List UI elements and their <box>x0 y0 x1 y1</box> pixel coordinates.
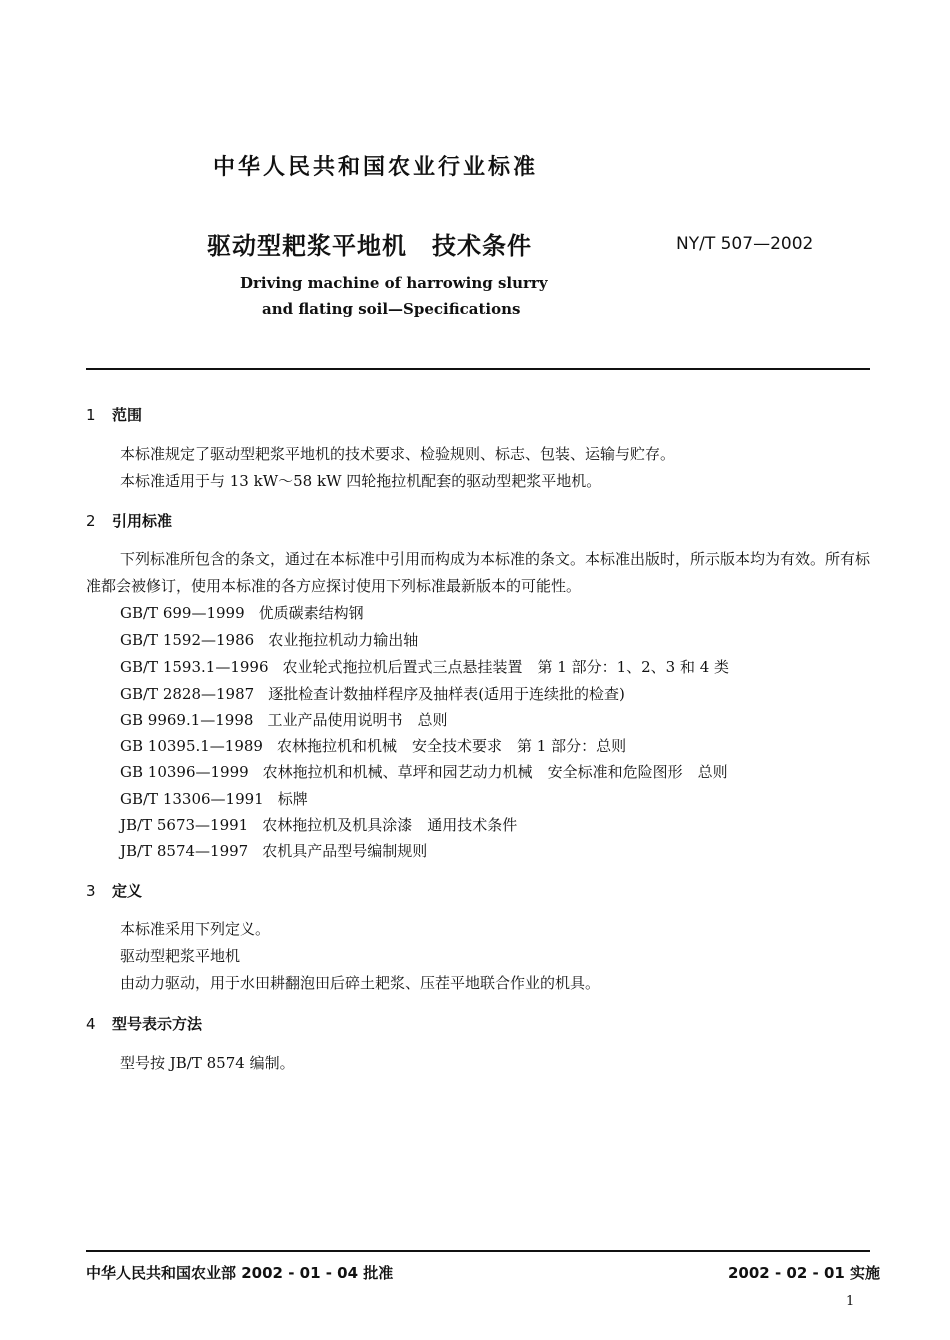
reference-name: 农机具产品型号编制规则 <box>262 842 428 860</box>
section-title: 引用标准 <box>112 512 173 530</box>
reference-name: 农林拖拉机和机械、草坪和园艺动力机械 安全标准和危险图形 总则 <box>262 763 728 781</box>
reference-code: GB/T 1592—1986 <box>120 631 255 649</box>
page-number: 1 <box>846 1294 855 1309</box>
approval-statement: 中华人民共和国农业部 2002 - 01 - 04 批准 <box>86 1264 394 1282</box>
reference-name: 农业拖拉机动力输出轴 <box>268 631 419 649</box>
english-title-line-2: and flating soil—Specifications <box>262 300 521 318</box>
section-1-heading <box>86 404 142 425</box>
reference-code: GB 9969.1—1998 <box>120 711 254 729</box>
reference-item <box>120 656 729 677</box>
term-name: 驱动型耙浆平地机 <box>120 947 241 965</box>
reference-item <box>120 629 418 650</box>
reference-name: 标牌 <box>277 790 308 808</box>
industry-standard-heading: 中华人民共和国农业行业标准 <box>213 155 539 180</box>
section-2-intro: 下列标准所包含的条文，通过在本标准中引用而构成为本标准的条文。本标准出版时，所示版本均为有效。所有标准都会被修订，使用本标准的各方应探讨使用下列标准最新版本的可能性。 <box>86 550 871 595</box>
reference-name: 农林拖拉机及机具涂漆 通用技术条件 <box>262 816 518 834</box>
reference-code: GB 10396—1999 <box>120 763 249 781</box>
reference-code: JB/T 5673—1991 <box>120 816 249 834</box>
reference-name: 工业产品使用说明书 总则 <box>267 711 448 729</box>
standard-code: NY/T 507—2002 <box>676 234 814 254</box>
reference-item <box>120 683 625 704</box>
reference-code: GB 10395.1—1989 <box>120 737 263 755</box>
reference-item <box>120 761 728 782</box>
footer-divider <box>86 1250 870 1252</box>
paragraph-line: 本标准采用下列定义。 <box>120 920 271 938</box>
section-title: 定义 <box>112 882 143 900</box>
section-2-heading <box>86 510 172 531</box>
reference-code: GB/T 2828—1987 <box>120 685 255 703</box>
reference-code: GB/T 13306—1991 <box>120 790 264 808</box>
term-definition: 由动力驱动，用于水田耕翻泡田后碎土耙浆、压茬平地联合作业的机具。 <box>120 974 601 992</box>
reference-code: GB/T 699—1999 <box>120 604 245 622</box>
section-3-heading <box>86 880 142 901</box>
section-title: 型号表示方法 <box>112 1015 203 1033</box>
implementation-date: 2002 - 02 - 01 实施 <box>728 1264 881 1282</box>
reference-item <box>120 788 308 809</box>
reference-name: 优质碳素结构钢 <box>258 604 364 622</box>
reference-item <box>120 840 427 861</box>
reference-name: 逐批检查计数抽样程序及抽样表(适用于连续批的检查) <box>268 685 625 703</box>
reference-item <box>120 735 626 756</box>
section-number: 4 <box>86 1015 96 1033</box>
reference-item <box>120 709 447 730</box>
section-number: 2 <box>86 512 96 530</box>
reference-name: 农业轮式拖拉机后置式三点悬挂装置 第 1 部分：1、2、3 和 4 类 <box>282 658 730 676</box>
english-title-line-1: Driving machine of harrowing slurry <box>240 274 548 292</box>
reference-code: JB/T 8574—1997 <box>120 842 249 860</box>
standard-title: 驱动型耙浆平地机 技术条件 <box>207 232 532 260</box>
section-title: 范围 <box>112 406 143 424</box>
header-divider <box>86 368 870 370</box>
paragraph-line: 本标准适用于与 13 kW～58 kW 四轮拖拉机配套的驱动型耙浆平地机。 <box>120 472 602 490</box>
paragraph-line: 型号按 JB/T 8574 编制。 <box>120 1054 295 1072</box>
reference-name: 农林拖拉机和机械 安全技术要求 第 1 部分：总则 <box>276 737 627 755</box>
paragraph-line: 本标准规定了驱动型耙浆平地机的技术要求、检验规则、标志、包装、运输与贮存。 <box>120 445 676 463</box>
reference-item <box>120 814 517 835</box>
reference-code: GB/T 1593.1—1996 <box>120 658 269 676</box>
section-number: 1 <box>86 406 96 424</box>
reference-item <box>120 602 364 623</box>
section-number: 3 <box>86 882 96 900</box>
section-4-heading <box>86 1013 202 1034</box>
